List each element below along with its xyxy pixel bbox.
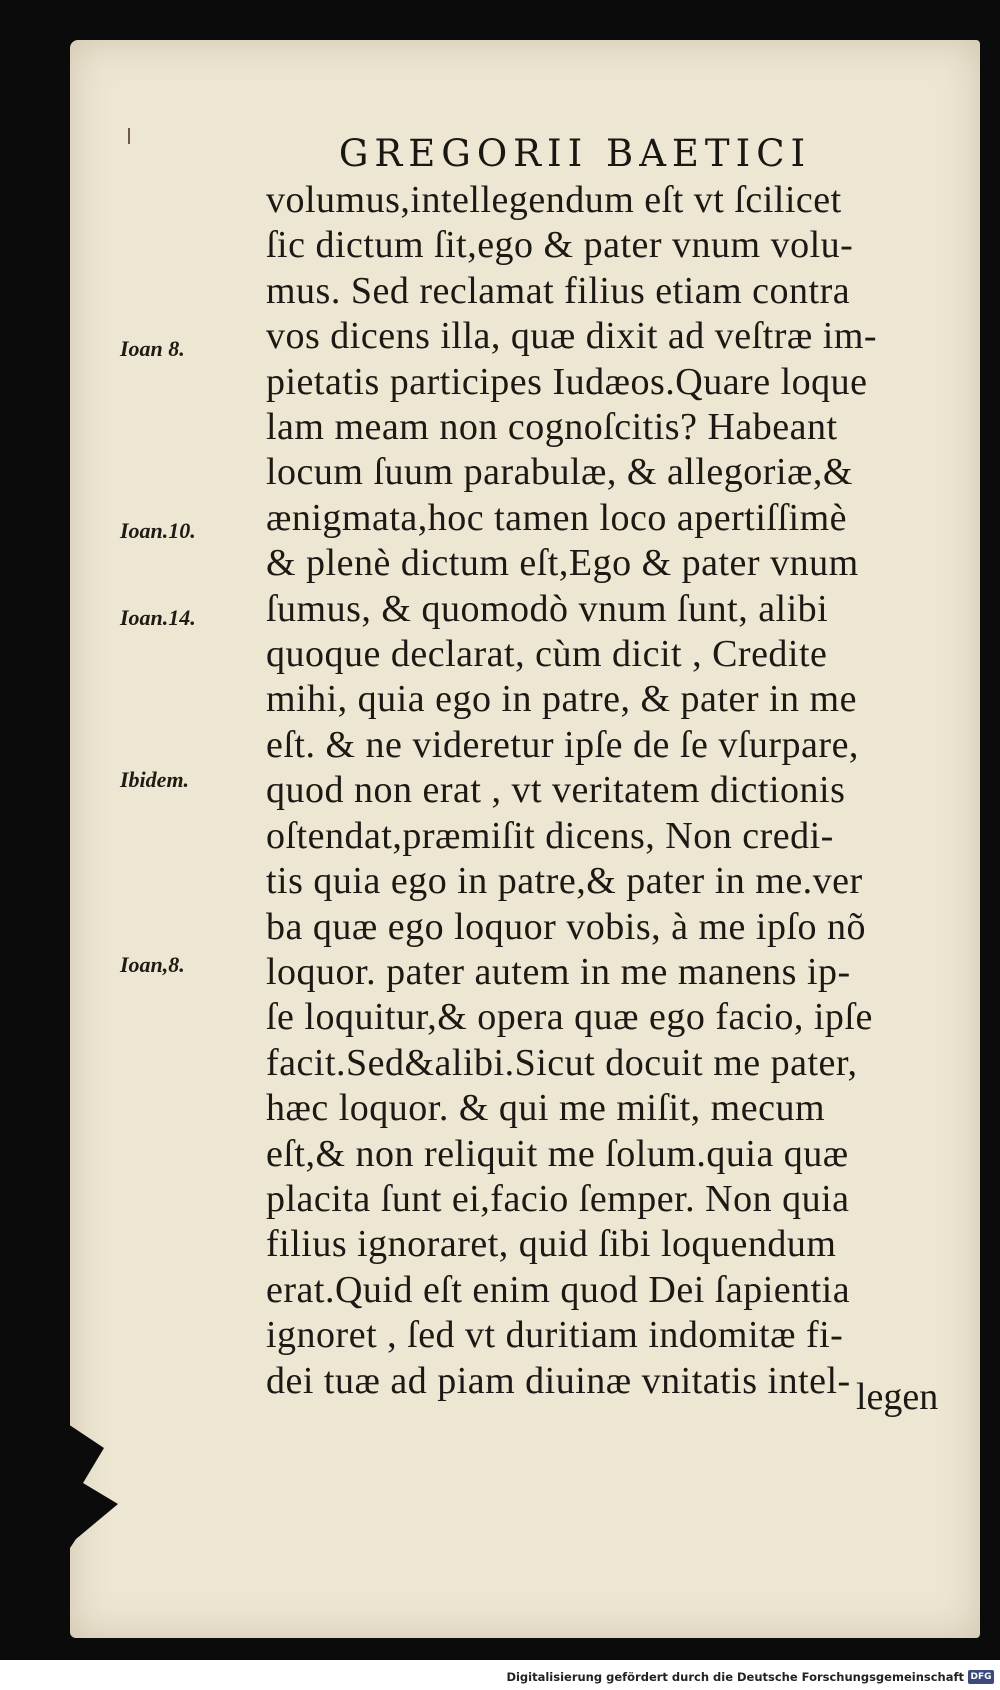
text-line: dei tuæ ad piam diuinæ vnitatis intel- bbox=[266, 1359, 851, 1402]
marginal-note: Ioan.14. bbox=[120, 605, 196, 630]
text-line: ignoret , ſed vt duritiam indomitæ fi- bbox=[266, 1314, 844, 1357]
funding-credit: Digitalisierung gefördert durch die Deutsche Forschungsgemeinschaft bbox=[506, 1670, 964, 1684]
text-line: tis quia ego in patre,& pater in me.ver bbox=[266, 860, 863, 903]
body-text bbox=[266, 178, 956, 1404]
text-line: ænigmata,hoc tamen loco apertiſſimè bbox=[266, 496, 847, 539]
marginal-note: Ibidem. bbox=[120, 767, 190, 792]
text-line: erat.Quid eſt enim quod Dei ſapientia bbox=[266, 1268, 851, 1311]
text-line: pietatis participes Iudæos.Quare loque bbox=[266, 360, 868, 403]
text-line: quoque declarat, cùm dicit , Credite bbox=[266, 633, 828, 676]
text-line: mihi, quia ego in patre, & pater in me bbox=[266, 678, 857, 721]
text-line: & plenè dictum eſt,Ego & pater vnum bbox=[266, 542, 859, 585]
text-line: ſe loquitur,& opera quæ ego facio, ipſe bbox=[266, 996, 873, 1039]
text-line: loquor. pater autem in me manens ip- bbox=[266, 950, 851, 993]
marginal-note: Ioan.10. bbox=[120, 518, 196, 543]
text-line: volumus,intellegendum eſt vt ſcilicet bbox=[266, 179, 842, 221]
text-line: mus. Sed reclamat filius etiam contra bbox=[266, 269, 851, 312]
text-line: ſic dictum ſit,ego & pater vnum volu- bbox=[266, 224, 854, 267]
catchword: legen bbox=[856, 1376, 939, 1418]
marginal-note: Ioan,8. bbox=[120, 952, 185, 977]
text-line: quod non erat , vt veritatem dictionis bbox=[266, 769, 846, 812]
text-line: vos dicens illa, quæ dixit ad veſtræ im- bbox=[266, 315, 878, 358]
dfg-logo-icon: DFG bbox=[968, 1670, 994, 1684]
text-line: facit.Sed&alibi.Sicut docuit me pater, bbox=[266, 1041, 858, 1084]
text-line: hæc loquor. & qui me miſit, mecum bbox=[266, 1087, 826, 1130]
text-line: locum ſuum parabulæ, & allegoriæ,& bbox=[266, 451, 853, 494]
text-line: ba quæ ego loquor vobis, à me ipſo nõ bbox=[266, 905, 867, 948]
text-line: filius ignoraret, quid ſibi loquendum bbox=[266, 1223, 837, 1266]
text-line: eſt. & ne videretur ipſe de ſe vſurpare, bbox=[266, 723, 859, 766]
running-head: GREGORII BAETICI bbox=[338, 132, 812, 175]
text-line: placita ſunt ei,facio ſemper. Non quia bbox=[266, 1177, 850, 1220]
text-line: oſtendat,præmiſit dicens, Non credi- bbox=[266, 814, 834, 857]
marginal-note: Ioan 8. bbox=[120, 336, 185, 361]
text-line: lam meam non cognoſcitis? Habeant bbox=[266, 406, 838, 449]
footer-bar bbox=[0, 1660, 1000, 1690]
text-line: ſumus, & quomodò vnum ſunt, alibi bbox=[266, 587, 829, 630]
text-line: eſt,& non reliquit me ſolum.quia quæ bbox=[266, 1132, 849, 1175]
